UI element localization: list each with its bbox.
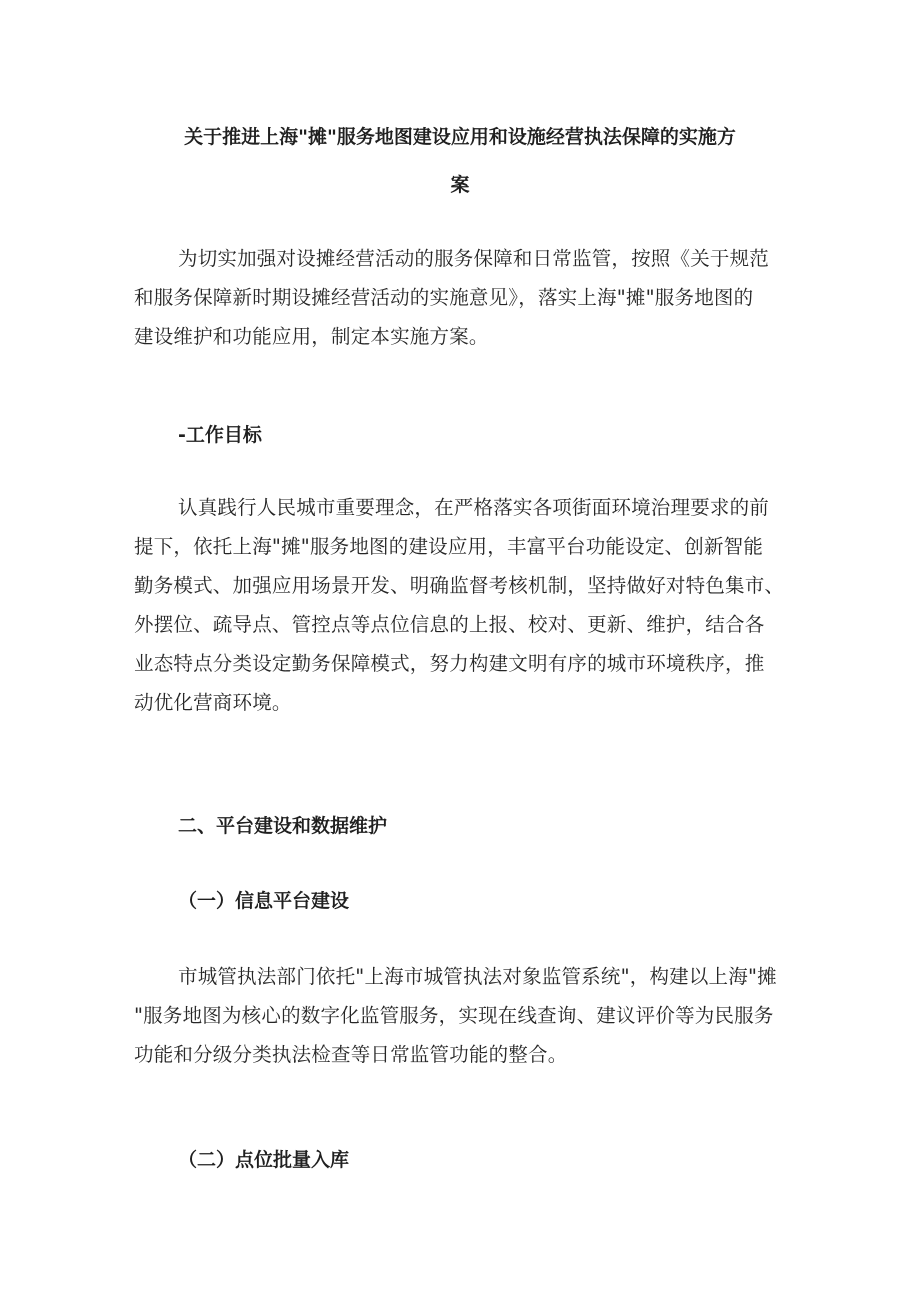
subsection-1-line-3: 功能和分级分类执法检查等日常监管功能的整合。: [134, 1043, 568, 1066]
subsection-1-heading: （一）信息平台建设: [178, 890, 350, 912]
section-1-line-3: 勤务模式、加强应用场景开发、明确监督考核机制，坚持做好对特色集市、: [134, 574, 785, 597]
intro-line-1: 为切实加强对设摊经营活动的服务保障和日常监管，按照《关于规范: [178, 247, 770, 270]
subsection-1-line-2: "服务地图为核心的数字化监管服务，实现在线查询、建议评价等为民服务: [134, 1004, 774, 1027]
document-title-line-2: 案: [450, 174, 470, 196]
section-2-heading: 二、平台建设和数据维护: [178, 815, 388, 837]
section-1-line-6: 动优化营商环境。: [134, 691, 292, 714]
document-title-line-1: 关于推进上海"摊"服务地图建设应用和设施经营执法保障的实施方: [184, 126, 736, 148]
section-1-line-4: 外摆位、疏导点、管控点等点位信息的上报、校对、更新、维护，结合各: [134, 613, 765, 636]
section-1-paragraph: [134, 488, 784, 722]
section-1-line-1: 认真践行人民城市重要理念，在严格落实各项街面环境治理要求的前: [178, 496, 770, 519]
intro-paragraph: [134, 239, 784, 356]
section-1-heading: -工作目标: [178, 424, 262, 446]
section-1-line-2: 提下，依托上海"摊"服务地图的建设应用，丰富平台功能设定、创新智能: [134, 535, 764, 558]
intro-line-2: 和服务保障新时期设摊经营活动的实施意见》，落实上海"摊"服务地图的: [134, 286, 754, 309]
subsection-2-heading: （二）点位批量入库: [178, 1149, 350, 1171]
section-1-line-5: 业态特点分类设定勤务保障模式，努力构建文明有序的城市环境秩序，推: [134, 652, 765, 675]
subsection-1-paragraph: [134, 957, 784, 1074]
intro-line-3: 建设维护和功能应用，制定本实施方案。: [134, 325, 489, 348]
subsection-1-line-1: 市城管执法部门依托"上海市城管执法对象监管系统"，构建以上海"摊: [178, 965, 777, 988]
